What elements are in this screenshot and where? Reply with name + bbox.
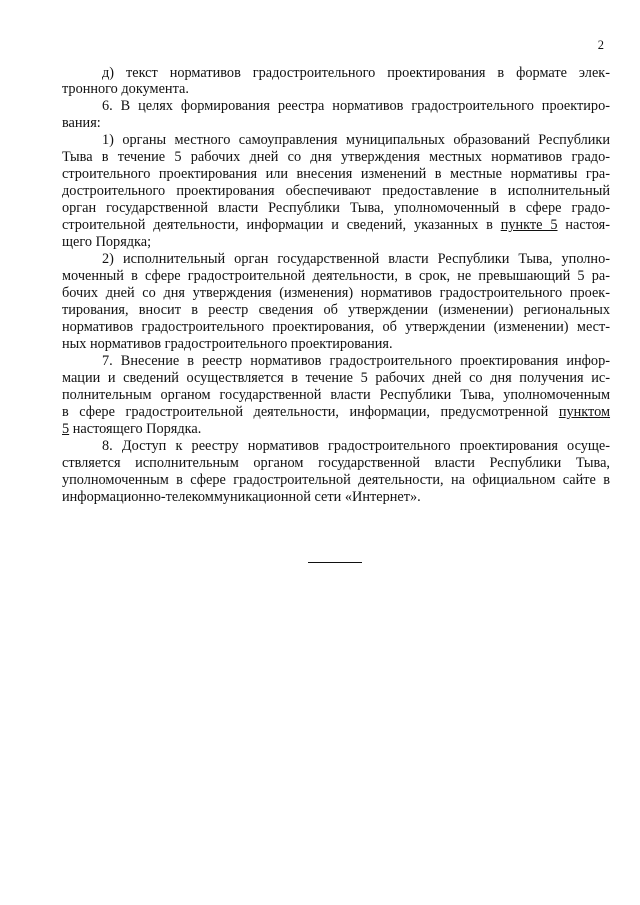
item-1-line-1: 1) органы местного самоуправления муниципальных образований Республики xyxy=(102,132,610,148)
end-of-document-rule xyxy=(308,562,362,563)
item-1-line-6-tail: настоя- xyxy=(557,217,610,233)
item-2-line-6: ных нормативов градостроительного проектирования. xyxy=(62,336,393,352)
paragraph-d-line-2: тронного документа. xyxy=(62,81,189,97)
item-2-line-2: моченный в сфере градостроительной деятельности, в срок, не превышающий 5 ра- xyxy=(62,268,610,284)
item-1-line-3: строительного проектирования или внесения изменений в местные нормативы гра- xyxy=(62,166,610,182)
item-1-line-6-text: строительной деятельности, информации и сведений, указанных в xyxy=(62,217,493,233)
item-2-line-5: нормативов градостроительного проектирования, об утверждении (изменении) мест- xyxy=(62,319,610,335)
paragraph-8-line-1: 8. Доступ к реестру нормативов градостроительного проектирования осуще- xyxy=(102,438,610,454)
paragraph-8-line-3: уполномоченным в сфере градостроительной деятельности, на официальном сайте в xyxy=(62,472,610,488)
paragraph-7-line-1: 7. Внесение в реестр нормативов градостроительного проектирования инфор- xyxy=(102,353,610,369)
item-1-line-4: достроительного проектирования обеспечивают предоставление в исполнительный xyxy=(62,183,610,199)
paragraph-6-line-2: вания: xyxy=(62,115,101,131)
item-1-line-7: щего Порядка; xyxy=(62,234,152,250)
paragraph-7-line-4 xyxy=(62,404,610,421)
paragraph-7-line-3: полнительным органом государственной власти Республики Тыва, уполномоченным xyxy=(62,387,610,403)
item-2-line-1: 2) исполнительный орган государственной власти Республики Тыва, уполно- xyxy=(102,251,610,267)
punkt-5-link[interactable]: пункте 5 xyxy=(500,217,558,233)
punktom-link[interactable]: пунктом xyxy=(558,404,611,420)
paragraph-6-line-1: 6. В целях формирования реестра нормативов градостроительного проектиро- xyxy=(102,98,610,114)
item-1-line-5: орган государственной власти Республики Тыва, уполномоченный в сфере градо- xyxy=(62,200,610,216)
item-2-line-4: тирования, вносит в реестр сведения об утверждении (изменении) региональных xyxy=(62,302,610,318)
paragraph-7-line-2: мации и сведений осуществляется в течение 5 рабочих дней со дня получения ис- xyxy=(62,370,610,386)
paragraph-d-line-1: д) текст нормативов градостроительного проектирования в формате элек- xyxy=(102,65,610,81)
punktom-5-link[interactable]: 5 xyxy=(62,421,70,437)
paragraph-8-line-4: информационно-телекоммуникационной сети «Интернет». xyxy=(62,489,421,505)
item-1-line-2: Тыва в течение 5 рабочих дней со дня утверждения местных нормативов градо- xyxy=(62,149,610,165)
item-2-line-3: бочих дней со дня утверждения (изменения) нормативов градостроительного проек- xyxy=(62,285,610,301)
paragraph-7-line-4-text: в сфере градостроительной деятельности, информации, предусмотренной xyxy=(62,404,549,420)
paragraph-7-line-5 xyxy=(62,421,610,438)
page-number: 2 xyxy=(597,38,604,52)
item-1-line-6 xyxy=(62,217,610,234)
paragraph-7-line-5-tail: настоящего Порядка. xyxy=(69,421,202,437)
paragraph-8-line-2: ствляется исполнительным органом государственной власти Республики Тыва, xyxy=(62,455,610,471)
